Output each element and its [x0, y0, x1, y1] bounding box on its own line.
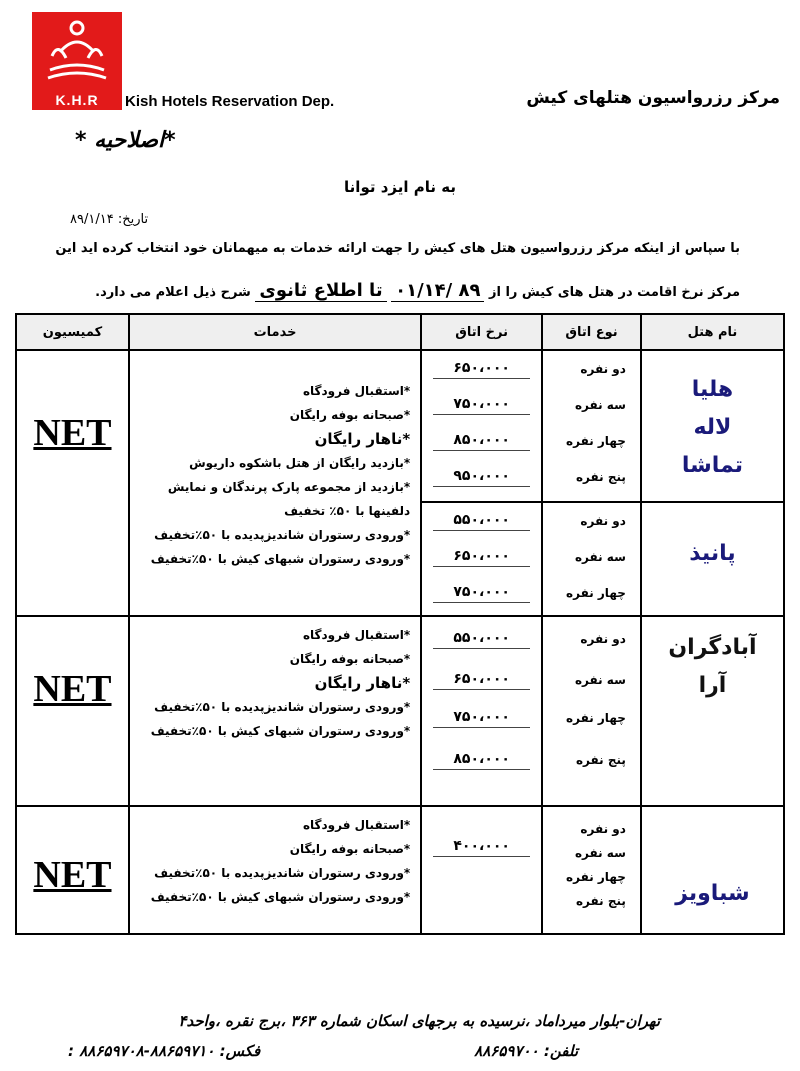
service-item: *استقبال فرودگاه [302, 384, 411, 398]
room-type: سه نفره [574, 550, 626, 564]
service-item: *ورودی رستوران شاندیزپدیده با ۵۰٪تخفیف [154, 528, 411, 542]
room-type-cell [542, 350, 641, 502]
date-label: تاریخ: [117, 212, 149, 227]
room-type: چهار نفره [566, 711, 626, 725]
letter-date [70, 212, 148, 227]
room-rate: ۵۵۰،۰۰۰ [433, 512, 530, 531]
service-item: *بازدید رایگان از هتل باشکوه داریوش [189, 456, 411, 470]
hotel-cell-abadgaran-ara [641, 616, 784, 806]
room-type-cell [542, 616, 641, 806]
room-type-cell [542, 502, 641, 616]
room-rate: ۹۵۰،۰۰۰ [433, 468, 530, 487]
bismillah-heading: به نام ایزد توانا [344, 178, 456, 196]
para2-end: شرح ذیل اعلام می دارد. [95, 285, 251, 300]
header-room-rate: نرخ اتاق [421, 314, 542, 350]
service-item: *صبحانه بوفه رایگان [289, 408, 411, 422]
services-cell-ab [129, 350, 421, 616]
hotel-name: تماشا [681, 453, 744, 478]
room-type: چهار نفره [566, 870, 626, 884]
header-room-type: نوع اتاق [542, 314, 641, 350]
room-type: سه نفره [574, 398, 626, 412]
room-rate: ۶۵۰،۰۰۰ [433, 360, 530, 379]
table-header-row [16, 314, 784, 350]
amendment-title: *اصلاحیه * [75, 128, 176, 153]
room-type: پنج نفره [575, 894, 626, 908]
commission-cell-c [16, 616, 129, 806]
room-type: سه نفره [574, 673, 626, 687]
commission-net: NET [33, 854, 112, 896]
table-row [16, 350, 784, 502]
table-row [16, 616, 784, 806]
commission-cell-ab [16, 350, 129, 616]
header-hotel: نام هتل [641, 314, 784, 350]
services-cell-d [129, 806, 421, 934]
room-type: چهار نفره [566, 586, 626, 600]
services-cell-c [129, 616, 421, 806]
hotel-cell-helia-laleh-tamasha [641, 350, 784, 502]
department-name-en: Kish Hotels Reservation Dep. [125, 93, 335, 110]
service-item: *استقبال فرودگاه [302, 628, 411, 642]
room-rate-cell [421, 350, 542, 502]
para2-start: مرکز نرخ اقامت در هتل های کیش را از [489, 285, 740, 300]
room-type-cell [542, 806, 641, 934]
hotel-name: لاله [693, 415, 732, 440]
room-rate: ۷۵۰،۰۰۰ [433, 396, 530, 415]
intro-paragraph-line1: با سپاس از اینکه مرکز رزرواسیون هتل های کیش را جهت ارائه خدمات به میهمانان خود انتخاب کرده اید این [55, 241, 740, 256]
room-type: دو نفره [580, 632, 626, 646]
room-rate-cell [421, 616, 542, 806]
room-rate: ۶۵۰،۰۰۰ [433, 671, 530, 690]
date-value: ۸۹/۱/۱۴ [70, 212, 114, 227]
commission-net: NET [33, 412, 112, 454]
room-rate: ۴۰۰،۰۰۰ [433, 838, 530, 857]
footer-phone: تلفن: ۸۸۶۵۹۷۰۰ [474, 1042, 578, 1060]
hotel-name: پانیذ [689, 541, 736, 566]
khr-logo [32, 12, 122, 110]
room-type: سه نفره [574, 846, 626, 860]
room-rate: ۸۵۰،۰۰۰ [433, 751, 530, 770]
para2-date: ۸۹ /۰۱/۱۴ [391, 280, 484, 302]
header-services: خدمات [129, 314, 421, 350]
footer-address: تهران-بلوار میرداماد ،نرسیده به برجهای اسکان شماره ۳۶۳ ،برج نقره ،واحد۴ [178, 1012, 660, 1030]
commission-cell-d [16, 806, 129, 934]
room-type: چهار نفره [566, 434, 626, 448]
room-type: پنج نفره [575, 753, 626, 767]
room-rate: ۸۵۰،۰۰۰ [433, 432, 530, 451]
service-item: *استقبال فرودگاه [302, 818, 411, 832]
hotel-cell-shabaviz [641, 806, 784, 934]
room-type: دو نفره [580, 822, 626, 836]
table-row [16, 806, 784, 934]
service-item: *صبحانه بوفه رایگان [289, 652, 411, 666]
room-type: دو نفره [580, 514, 626, 528]
hotel-cell-panizh [641, 502, 784, 616]
crown-logo-icon [32, 12, 122, 92]
header-commission: کمیسیون [16, 314, 129, 350]
room-type: پنج نفره [575, 470, 626, 484]
service-item: *ورودی رستوران شبهای کیش با ۵۰٪تخفیف [150, 890, 411, 904]
room-rate: ۷۵۰،۰۰۰ [433, 709, 530, 728]
service-item: *ورودی رستوران شبهای کیش با ۵۰٪تخفیف [150, 552, 411, 566]
service-item: *ناهار رایگان [314, 674, 411, 692]
hotel-rates-table [15, 313, 785, 935]
service-item: *ورودی رستوران شاندیزپدیده با ۵۰٪تخفیف [154, 866, 411, 880]
service-item: *ورودی رستوران شاندیزپدیده با ۵۰٪تخفیف [154, 700, 411, 714]
service-item: *صبحانه بوفه رایگان [289, 842, 411, 856]
service-item: *ورودی رستوران شبهای کیش با ۵۰٪تخفیف [150, 724, 411, 738]
room-rate: ۵۵۰،۰۰۰ [433, 630, 530, 649]
commission-net: NET [33, 668, 112, 710]
service-item: دلفینها با ۵۰٪ تخفیف [284, 504, 411, 518]
room-rate: ۶۵۰،۰۰۰ [433, 548, 530, 567]
room-type: دو نفره [580, 362, 626, 376]
logo-text: K.H.R [55, 92, 99, 108]
hotel-name: شباویز [675, 881, 750, 906]
center-name-fa: مرکز رزرواسیون هتلهای کیش [526, 88, 780, 108]
room-rate-cell [421, 806, 542, 934]
intro-paragraph-line2 [95, 280, 740, 301]
hotel-name: آبادگران آرا [668, 635, 757, 698]
footer-fax: فکس: ۸۸۶۵۹۷۱۰-۸۸۶۵۹۷۰۸ : [68, 1042, 261, 1060]
hotel-name: هلیا [691, 377, 734, 402]
room-rate: ۷۵۰،۰۰۰ [433, 584, 530, 603]
room-rate-cell [421, 502, 542, 616]
service-item: *ناهار رایگان [314, 430, 411, 448]
para2-until: تا اطلاع ثانوی [255, 280, 386, 302]
service-item: *بازدید از مجموعه پارک پرندگان و نمایش [167, 480, 411, 494]
